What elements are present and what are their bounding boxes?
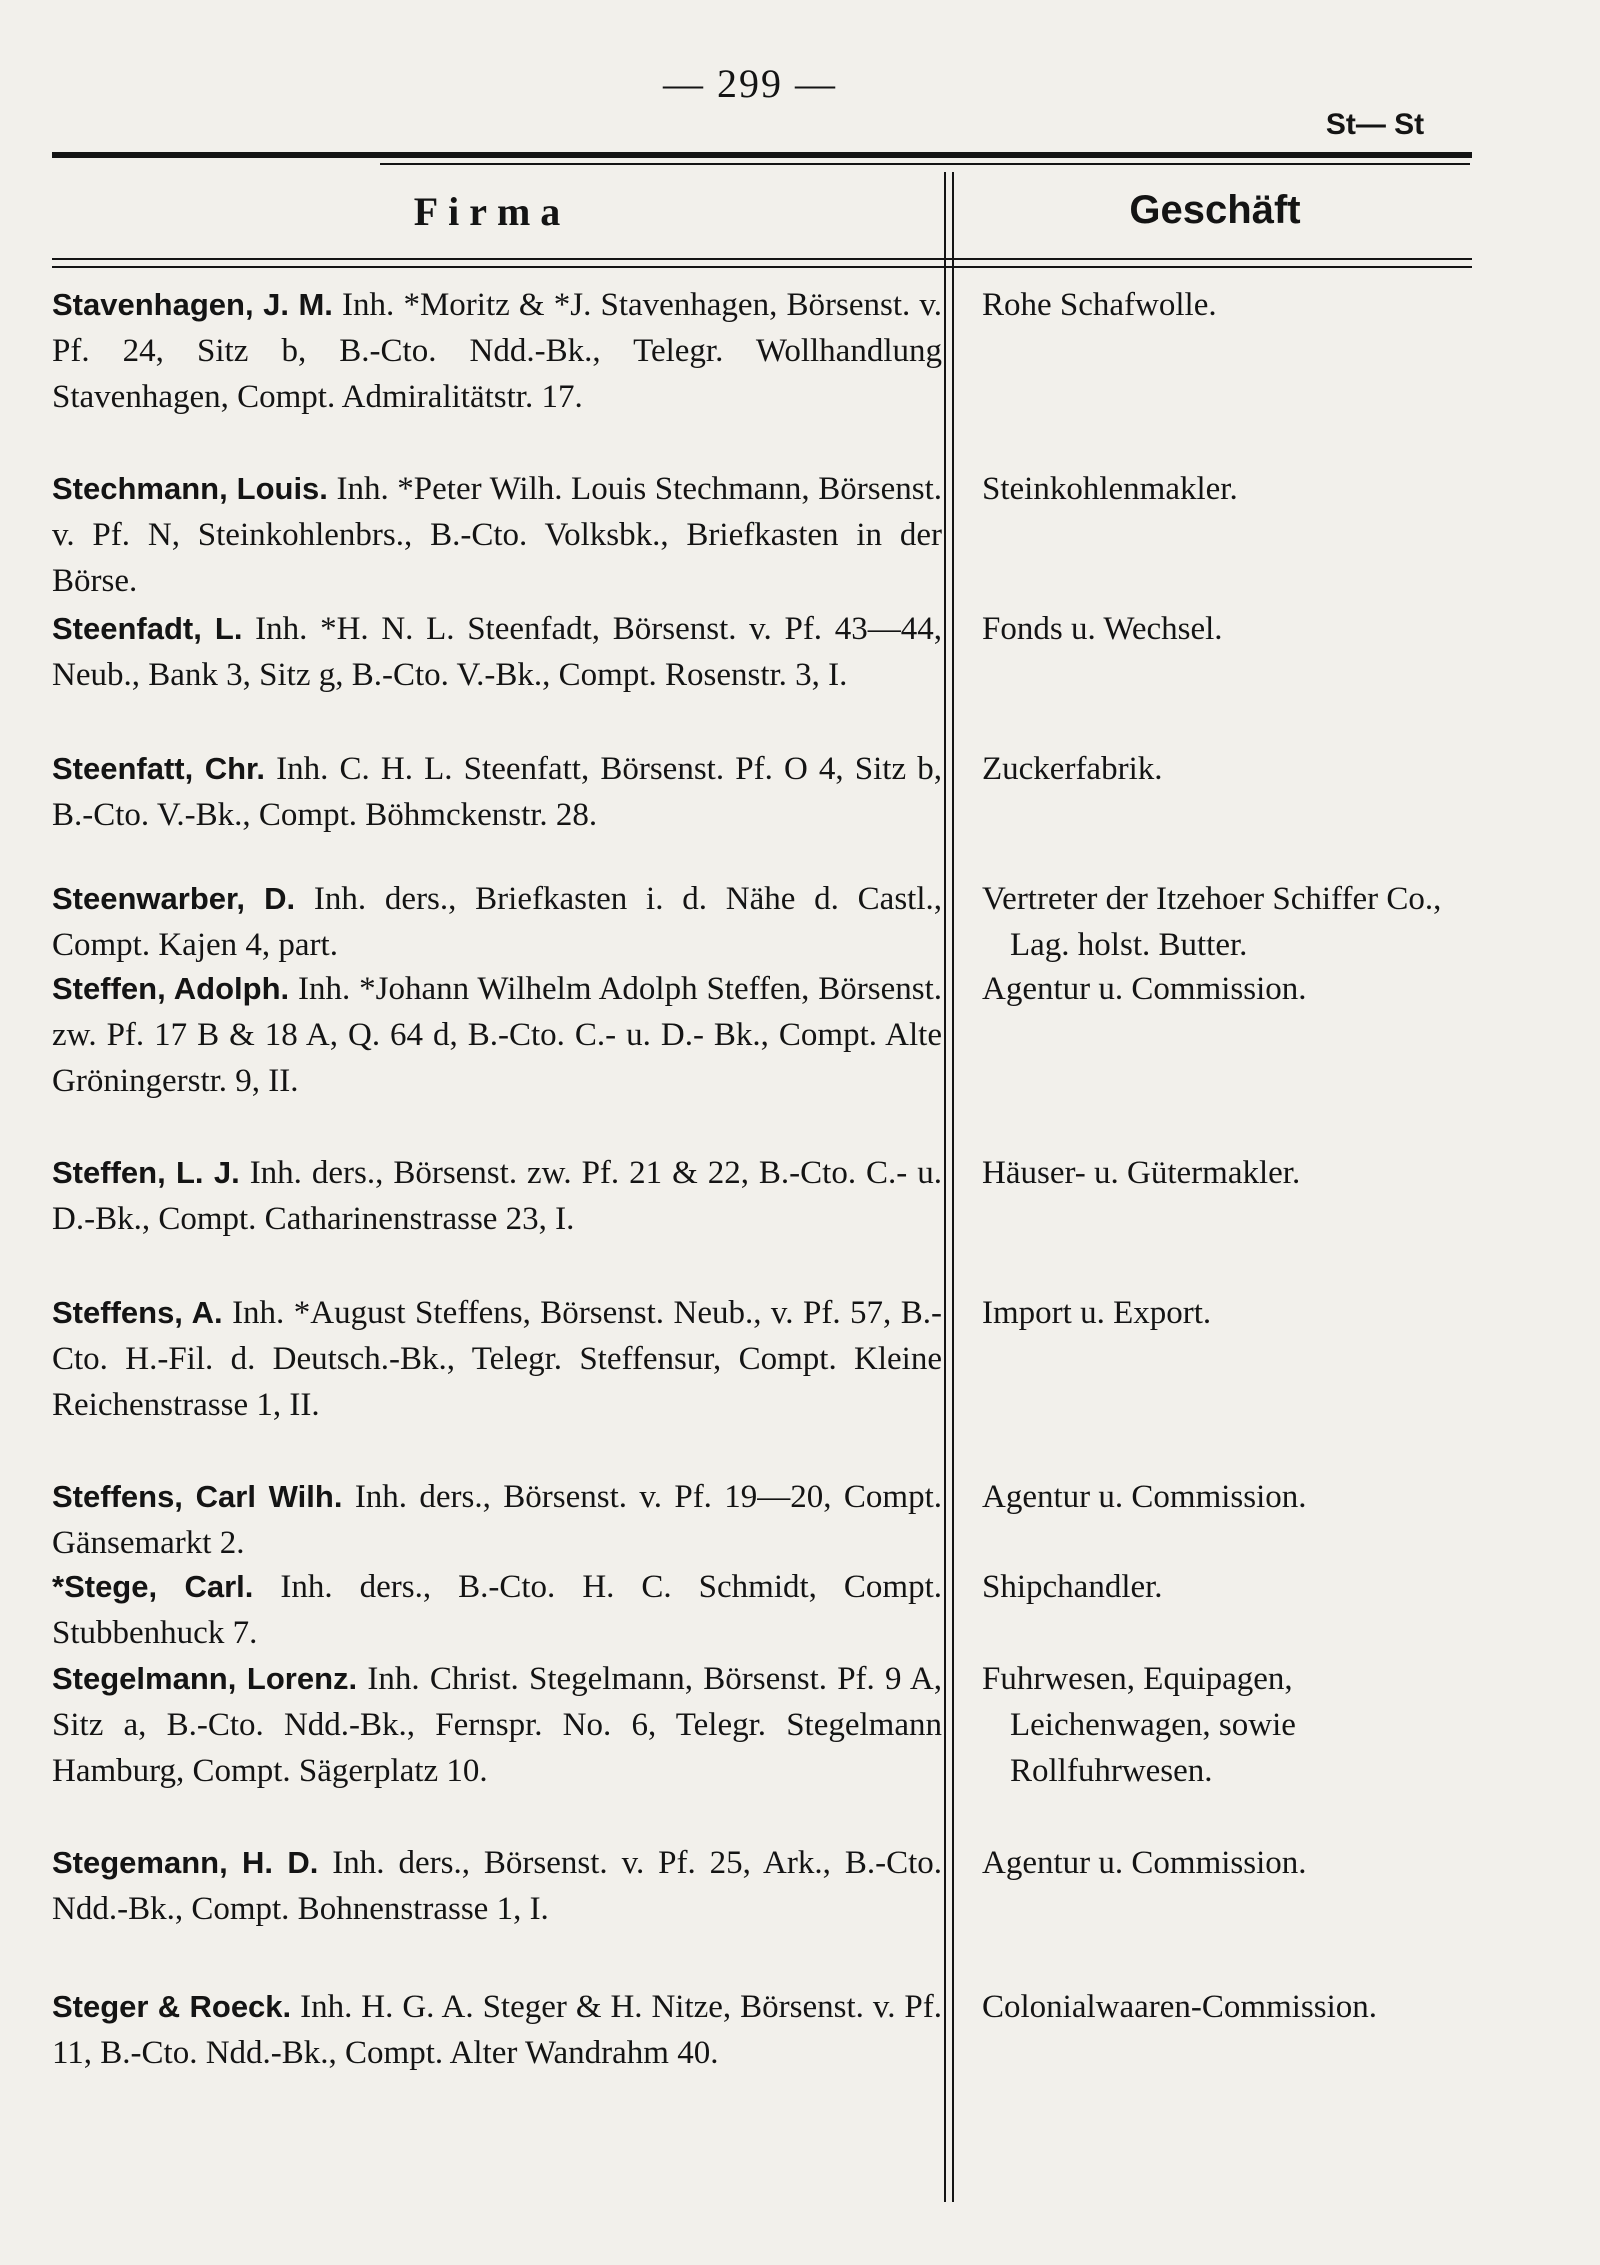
entry-geschaeft [982,282,1492,328]
entry-name: Steenwarber, D. [52,881,296,916]
entry-firma [52,1656,942,1794]
entry-geschaeft [982,1840,1492,1886]
entry-geschaeft [982,1290,1492,1336]
entry-geschaeft-text: Steinkohlenmakler. [982,471,1238,507]
column-divider-second [952,172,954,2202]
entry-name: Steffen, Adolph. [52,971,290,1006]
entry-geschaeft [982,1150,1492,1196]
entry-firma [52,876,942,968]
entry-geschaeft-text: Fuhrwesen, Equipagen, Leichenwagen, sowie Rollfuhrwesen. [982,1661,1296,1789]
entry-geschaeft-text: Import u. Export. [982,1295,1212,1331]
entry-name: Steffens, A. [52,1295,223,1330]
entry-detail: Inh. ders., Börsenst. v. Pf. 25, Ark., B.-Cto. Ndd.-Bk., Compt. Bohnenstrasse 1, I. [52,1845,942,1927]
entry-geschaeft-text: Zuckerfabrik. [982,751,1163,787]
entry-geschaeft-text: Shipchandler. [982,1569,1163,1605]
entry-geschaeft [982,876,1492,968]
entry-detail: Inh. *H. N. L. Steenfadt, Börsenst. v. Pf. 43—44, Neub., Bank 3, Sitz g, B.-Cto. V.-Bk., Compt. Rosenstr. 3, I. [52,611,942,693]
entry-geschaeft-text: Agentur u. Commission. [982,1479,1307,1515]
entry-name: Stegemann, H. D. [52,1845,319,1880]
entry-name: Steenfatt, Chr. [52,751,266,786]
entry-detail: Inh. ders., B.-Cto. H. C. Schmidt, Compt. Stubbenhuck 7. [52,1569,943,1651]
entry-firma [52,1150,942,1242]
entry-detail: Inh. H. G. A. Steger & H. Nitze, Börsenst. v. Pf. 11, B.-Cto. Ndd.-Bk., Compt. Alter Wandrahm 40. [52,1989,942,2071]
entry-name: *Stege, Carl. [52,1569,254,1604]
entry-geschaeft [982,1656,1492,1794]
entry-geschaeft-text: Vertreter der Itzehoer Schiffer Co., Lag. holst. Butter. [982,881,1442,963]
entry-geschaeft [982,966,1492,1012]
entry-geschaeft [982,746,1492,792]
entry-geschaeft-text: Fonds u. Wechsel. [982,611,1223,647]
column-header-geschaeft: Geschäft [1129,188,1301,232]
entry-firma [52,606,942,698]
entry-name: Stavenhagen, J. M. [52,287,333,322]
entry-detail: Inh. ders., Börsenst. zw. Pf. 21 & 22, B.-Cto. C.- u. D.-Bk., Compt. Catharinenstrasse 23, I. [52,1155,942,1237]
entry-geschaeft-text: Agentur u. Commission. [982,1845,1307,1881]
entry-geschaeft-text: Rohe Schafwolle. [982,287,1217,323]
entry-detail: Inh. *Peter Wilh. Louis Stechmann, Börsenst. v. Pf. N, Steinkohlenbrs., B.-Cto. Volksbk., Briefkasten in der Börse. [52,471,942,599]
entry-name: Stechmann, Louis. [52,471,328,506]
entry-detail: Inh. *Johann Wilhelm Adolph Steffen, Börsenst. zw. Pf. 17 B & 18 A, Q. 64 d, B.-Cto. C.- u. D.- Bk., Compt. Alte Gröningerstr. 9, II. [52,971,943,1099]
header-rule-second [52,266,1472,268]
entry-detail: Inh. ders., Börsenst. v. Pf. 19—20, Compt. Gänsemarkt 2. [52,1479,943,1561]
entry-geschaeft [982,606,1492,652]
entry-geschaeft [982,1564,1492,1610]
entry-detail: Inh. *Moritz & *J. Stavenhagen, Börsenst. v. Pf. 24, Sitz b, B.-Cto. Ndd.-Bk., Telegr. Wollhandlung Stavenhagen, Compt. Admiralitätstr. 17. [52,287,942,415]
entry-detail: Inh. *August Steffens, Börsenst. Neub., v. Pf. 57, B.-Cto. H.-Fil. d. Deutsch.-Bk., Telegr. Steffensur, Compt. Kleine Reichenstrasse 1, II. [52,1295,942,1423]
entry-geschaeft [982,1474,1492,1520]
page-number: — 299 — [663,61,837,106]
entry-firma [52,1564,942,1656]
entry-detail: Inh. C. H. L. Steenfatt, Börsenst. Pf. O 4, Sitz b, B.-Cto. V.-Bk., Compt. Böhmckenstr. 28. [52,751,942,833]
entry-firma [52,746,942,838]
entry-name: Stegelmann, Lorenz. [52,1661,358,1696]
entry-firma [52,1290,942,1428]
entry-firma [52,1840,942,1932]
entry-name: Steffens, Carl Wilh. [52,1479,343,1514]
entry-name: Steenfadt, L. [52,611,243,646]
entry-geschaeft-text: Colonialwaaren-Commission. [982,1989,1378,2025]
entry-geschaeft-text: Häuser- u. Gütermakler. [982,1155,1301,1191]
section-mark: St— St [1325,108,1425,141]
entry-detail: Inh. Christ. Stegelmann, Börsenst. Pf. 9 A, Sitz a, B.-Cto. Ndd.-Bk., Fernspr. No. 6, Telegr. Stegelmann Hamburg, Compt. Sägerplatz 10. [52,1661,942,1789]
entry-firma [52,1984,942,2076]
entry-geschaeft [982,466,1492,512]
entry-name: Steger & Roeck. [52,1989,292,2024]
entry-firma [52,466,942,604]
top-rule-thin [380,163,1470,165]
entry-detail: Inh. ders., Briefkasten i. d. Nähe d. Castl., Compt. Kajen 4, part. [52,881,943,963]
entry-geschaeft [982,1984,1492,2030]
top-rule [52,152,1472,158]
entry-geschaeft-text: Agentur u. Commission. [982,971,1307,1007]
entry-firma [52,1474,942,1566]
entry-firma [52,282,942,420]
column-divider [944,172,946,2202]
entry-name: Steffen, L. J. [52,1155,240,1190]
header-rule [52,258,1472,260]
entry-firma [52,966,942,1104]
column-header-firma: Firma [413,189,571,234]
